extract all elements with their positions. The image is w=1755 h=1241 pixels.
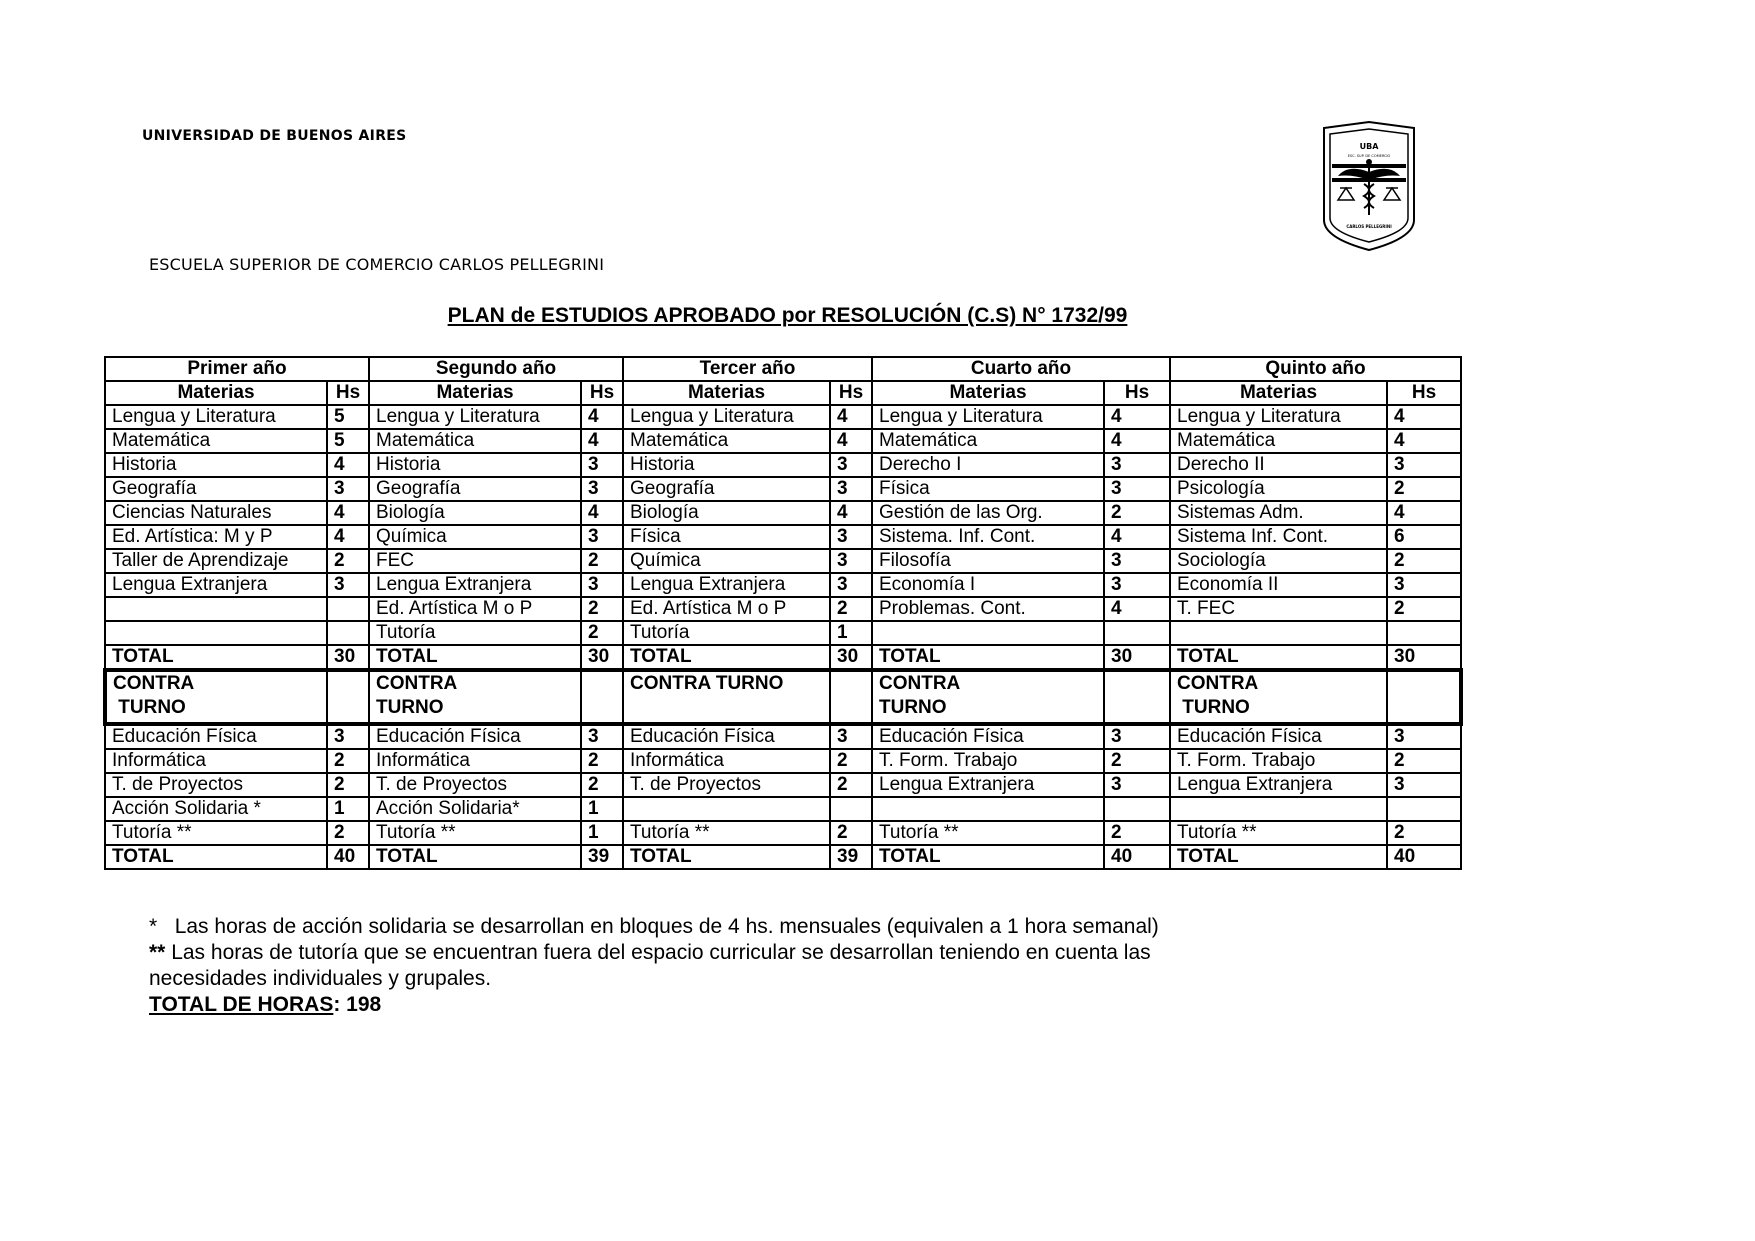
total-label-cell: TOTAL bbox=[623, 645, 830, 670]
footnote-mark: * bbox=[149, 915, 158, 938]
hours-cell: 3 bbox=[1104, 573, 1170, 597]
hours-cell: 2 bbox=[327, 549, 369, 573]
hours-cell: 3 bbox=[1387, 724, 1461, 749]
hours-cell: 2 bbox=[1104, 749, 1170, 773]
subject-cell: Química bbox=[369, 525, 581, 549]
hours-cell: 4 bbox=[1387, 405, 1461, 429]
subject-cell: Ed. Artística M o P bbox=[369, 597, 581, 621]
subject-cell: Informática bbox=[369, 749, 581, 773]
subject-cell: Lengua Extranjera bbox=[872, 773, 1104, 797]
subject-cell: Sistema Inf. Cont. bbox=[1170, 525, 1387, 549]
subject-cell: Geografía bbox=[105, 477, 327, 501]
hours-cell: 2 bbox=[830, 749, 872, 773]
hours-cell: 3 bbox=[830, 453, 872, 477]
total-hours-cell: 30 bbox=[327, 645, 369, 670]
subject-row bbox=[105, 477, 1461, 501]
subject-row bbox=[105, 621, 1461, 645]
contra-turno-row bbox=[105, 670, 1461, 724]
subject-cell: Matemática bbox=[872, 429, 1104, 453]
subject-cell: Tutoría bbox=[369, 621, 581, 645]
total-hours-cell: 39 bbox=[830, 845, 872, 869]
footnote-mark: ** bbox=[149, 941, 166, 964]
subject-cell: Historia bbox=[369, 453, 581, 477]
hours-cell bbox=[1104, 621, 1170, 645]
total-hours-cell: 40 bbox=[327, 845, 369, 869]
subject-cell: Educación Física bbox=[872, 724, 1104, 749]
logo-text-bottom: CARLOS PELLEGRINI bbox=[1346, 224, 1392, 229]
subject-cell: Educación Física bbox=[1170, 724, 1387, 749]
contra-turno-subject-row bbox=[105, 724, 1461, 749]
hours-cell: 2 bbox=[1387, 749, 1461, 773]
footnote-solidaria bbox=[149, 914, 1159, 940]
subject-column-header: Materias bbox=[369, 381, 581, 405]
hours-cell: 4 bbox=[1104, 429, 1170, 453]
hours-cell: 2 bbox=[581, 621, 623, 645]
hours-cell: 3 bbox=[1104, 724, 1170, 749]
school-name: ESCUELA SUPERIOR DE COMERCIO CARLOS PELLEGRINI bbox=[149, 255, 605, 274]
subject-cell: Lengua y Literatura bbox=[872, 405, 1104, 429]
subject-cell: Tutoría ** bbox=[872, 821, 1104, 845]
subject-cell: Lengua Extranjera bbox=[105, 573, 327, 597]
subject-row bbox=[105, 453, 1461, 477]
subject-cell: Ed. Artística M o P bbox=[623, 597, 830, 621]
subject-cell: Lengua y Literatura bbox=[369, 405, 581, 429]
subject-cell: Historia bbox=[105, 453, 327, 477]
hours-cell: 2 bbox=[581, 597, 623, 621]
hours-column-header: Hs bbox=[1387, 381, 1461, 405]
subject-cell: Derecho II bbox=[1170, 453, 1387, 477]
hours-cell: 3 bbox=[327, 724, 369, 749]
hours-cell: 2 bbox=[1104, 501, 1170, 525]
subject-cell: Lengua y Literatura bbox=[1170, 405, 1387, 429]
subject-cell bbox=[872, 797, 1104, 821]
contra-turno-subject-row bbox=[105, 773, 1461, 797]
hours-cell: 4 bbox=[1104, 597, 1170, 621]
hours-cell: 4 bbox=[830, 429, 872, 453]
subject-row bbox=[105, 597, 1461, 621]
footnote-text: Las horas de tutoría que se encuentran fuera del espacio curricular se desarrollan teniendo en cuenta las bbox=[171, 941, 1151, 964]
hours-cell: 4 bbox=[581, 501, 623, 525]
subject-cell: Economía I bbox=[872, 573, 1104, 597]
subject-cell: Matemática bbox=[623, 429, 830, 453]
subject-cell: Lengua Extranjera bbox=[623, 573, 830, 597]
total-label-cell: TOTAL bbox=[1170, 845, 1387, 869]
subject-cell: Física bbox=[623, 525, 830, 549]
year-header: Tercer año bbox=[623, 357, 872, 381]
subject-cell: Acción Solidaria* bbox=[369, 797, 581, 821]
hours-cell: 3 bbox=[327, 477, 369, 501]
hours-cell bbox=[1104, 797, 1170, 821]
school-logo-crest-icon bbox=[1318, 120, 1420, 252]
subject-row bbox=[105, 405, 1461, 429]
subject-cell: Química bbox=[623, 549, 830, 573]
contra-turno-label: CONTRA TURNO bbox=[872, 670, 1104, 724]
hours-cell: 2 bbox=[581, 773, 623, 797]
hours-cell: 4 bbox=[327, 453, 369, 477]
hours-cell bbox=[1387, 621, 1461, 645]
hours-cell: 3 bbox=[1387, 573, 1461, 597]
footnote-text: Las horas de acción solidaria se desarrollan en bloques de 4 hs. mensuales (equivalen a 1 hora semanal) bbox=[174, 915, 1159, 938]
hours-cell: 1 bbox=[327, 797, 369, 821]
subject-cell: Lengua Extranjera bbox=[1170, 773, 1387, 797]
subject-column-header: Materias bbox=[105, 381, 327, 405]
subject-cell: T. Form. Trabajo bbox=[1170, 749, 1387, 773]
hours-column-header: Hs bbox=[830, 381, 872, 405]
contra-turno-subject-row bbox=[105, 821, 1461, 845]
subject-cell: Informática bbox=[623, 749, 830, 773]
subject-cell: Economía II bbox=[1170, 573, 1387, 597]
subject-cell: Lengua Extranjera bbox=[369, 573, 581, 597]
hours-cell bbox=[830, 797, 872, 821]
subject-cell: Tutoría ** bbox=[105, 821, 327, 845]
contra-turno-empty bbox=[830, 670, 872, 724]
hours-cell: 2 bbox=[1387, 821, 1461, 845]
hours-cell bbox=[327, 621, 369, 645]
subject-cell: Geografía bbox=[623, 477, 830, 501]
contra-turno-empty bbox=[327, 670, 369, 724]
contra-turno-total-row bbox=[105, 845, 1461, 869]
hours-cell: 2 bbox=[1387, 477, 1461, 501]
hours-cell: 3 bbox=[581, 525, 623, 549]
hours-cell: 5 bbox=[327, 429, 369, 453]
contra-turno-empty bbox=[1104, 670, 1170, 724]
hours-cell: 4 bbox=[1387, 429, 1461, 453]
subject-cell bbox=[623, 797, 830, 821]
hours-cell: 3 bbox=[581, 477, 623, 501]
column-header-row bbox=[105, 381, 1461, 405]
subject-cell: Derecho I bbox=[872, 453, 1104, 477]
subject-cell: Matemática bbox=[105, 429, 327, 453]
logo-text-top: UBA bbox=[1359, 142, 1379, 151]
subject-cell: Problemas. Cont. bbox=[872, 597, 1104, 621]
subject-cell bbox=[105, 597, 327, 621]
hours-cell: 3 bbox=[1104, 549, 1170, 573]
contra-turno-subject-row bbox=[105, 749, 1461, 773]
subject-cell: Biología bbox=[623, 501, 830, 525]
subject-cell: FEC bbox=[369, 549, 581, 573]
total-label-cell: TOTAL bbox=[872, 845, 1104, 869]
total-label-cell: TOTAL bbox=[623, 845, 830, 869]
year-header: Quinto año bbox=[1170, 357, 1461, 381]
total-hours bbox=[149, 992, 1159, 1018]
contra-turno-label: CONTRA TURNO bbox=[623, 670, 830, 724]
hours-cell: 1 bbox=[581, 821, 623, 845]
hours-cell bbox=[1387, 797, 1461, 821]
footnote-tutoria bbox=[149, 940, 1159, 966]
subject-cell bbox=[105, 621, 327, 645]
hours-column-header: Hs bbox=[327, 381, 369, 405]
hours-cell: 3 bbox=[581, 724, 623, 749]
year-header-row bbox=[105, 357, 1461, 381]
subject-cell: Taller de Aprendizaje bbox=[105, 549, 327, 573]
subject-cell: T. de Proyectos bbox=[623, 773, 830, 797]
footnote-tutoria-cont: necesidades individuales y grupales. bbox=[149, 967, 492, 990]
study-plan-table bbox=[103, 356, 1463, 870]
contra-turno-subject-row bbox=[105, 797, 1461, 821]
total-hours-cell: 30 bbox=[1387, 645, 1461, 670]
hours-cell: 2 bbox=[581, 749, 623, 773]
hours-cell: 4 bbox=[581, 429, 623, 453]
subject-cell: Geografía bbox=[369, 477, 581, 501]
subject-row bbox=[105, 525, 1461, 549]
subject-cell: Tutoría bbox=[623, 621, 830, 645]
subject-cell: Sistemas Adm. bbox=[1170, 501, 1387, 525]
subject-cell: Tutoría ** bbox=[369, 821, 581, 845]
hours-cell: 2 bbox=[581, 549, 623, 573]
hours-cell: 3 bbox=[1104, 773, 1170, 797]
total-hours-cell: 30 bbox=[581, 645, 623, 670]
total-hours-value: : 198 bbox=[333, 993, 382, 1016]
hours-cell: 2 bbox=[830, 597, 872, 621]
hours-cell: 1 bbox=[581, 797, 623, 821]
year-header: Segundo año bbox=[369, 357, 623, 381]
subject-row bbox=[105, 429, 1461, 453]
subject-cell: Sistema. Inf. Cont. bbox=[872, 525, 1104, 549]
subject-cell: Biología bbox=[369, 501, 581, 525]
hours-cell: 3 bbox=[1104, 477, 1170, 501]
subject-cell: Educación Física bbox=[105, 724, 327, 749]
total-label-cell: TOTAL bbox=[1170, 645, 1387, 670]
hours-cell: 2 bbox=[327, 773, 369, 797]
subject-row bbox=[105, 573, 1461, 597]
hours-cell: 5 bbox=[327, 405, 369, 429]
hours-cell: 3 bbox=[1387, 453, 1461, 477]
hours-cell: 3 bbox=[830, 724, 872, 749]
subject-column-header: Materias bbox=[623, 381, 830, 405]
subject-cell: Gestión de las Org. bbox=[872, 501, 1104, 525]
total-label-cell: TOTAL bbox=[369, 645, 581, 670]
subject-column-header: Materias bbox=[1170, 381, 1387, 405]
subject-cell: T. de Proyectos bbox=[369, 773, 581, 797]
subject-cell: T. FEC bbox=[1170, 597, 1387, 621]
subject-cell bbox=[1170, 621, 1387, 645]
subject-row bbox=[105, 549, 1461, 573]
hours-column-header: Hs bbox=[581, 381, 623, 405]
subject-cell: Acción Solidaria * bbox=[105, 797, 327, 821]
contra-turno-label: CONTRA TURNO bbox=[369, 670, 581, 724]
subject-cell: T. de Proyectos bbox=[105, 773, 327, 797]
hours-cell: 2 bbox=[327, 749, 369, 773]
total-hours-label: TOTAL DE HORAS bbox=[149, 993, 334, 1016]
subject-cell: Historia bbox=[623, 453, 830, 477]
hours-cell: 4 bbox=[1104, 525, 1170, 549]
total-hours-cell: 39 bbox=[581, 845, 623, 869]
logo-text-sub: ESC. SUP. DE COMERCIO bbox=[1347, 154, 1391, 158]
hours-cell bbox=[327, 597, 369, 621]
hours-cell: 2 bbox=[830, 821, 872, 845]
hours-cell: 3 bbox=[1104, 453, 1170, 477]
hours-cell: 3 bbox=[830, 549, 872, 573]
total-hours-cell: 30 bbox=[830, 645, 872, 670]
hours-cell: 3 bbox=[830, 477, 872, 501]
hours-cell: 4 bbox=[830, 405, 872, 429]
hours-cell: 6 bbox=[1387, 525, 1461, 549]
contra-turno-label: CONTRA TURNO bbox=[1170, 670, 1387, 724]
hours-cell: 2 bbox=[830, 773, 872, 797]
hours-cell: 4 bbox=[327, 501, 369, 525]
subject-cell: Lengua y Literatura bbox=[623, 405, 830, 429]
total-label-cell: TOTAL bbox=[369, 845, 581, 869]
subject-cell: Psicología bbox=[1170, 477, 1387, 501]
total-hours-cell: 40 bbox=[1387, 845, 1461, 869]
subject-cell bbox=[872, 621, 1104, 645]
hours-cell: 3 bbox=[830, 573, 872, 597]
hours-column-header: Hs bbox=[1104, 381, 1170, 405]
subject-cell: Informática bbox=[105, 749, 327, 773]
hours-cell: 1 bbox=[830, 621, 872, 645]
subject-cell: Filosofía bbox=[872, 549, 1104, 573]
subject-cell: Ed. Artística: M y P bbox=[105, 525, 327, 549]
subject-cell: Educación Física bbox=[623, 724, 830, 749]
subject-cell: Física bbox=[872, 477, 1104, 501]
total-label-cell: TOTAL bbox=[105, 645, 327, 670]
hours-cell: 3 bbox=[581, 573, 623, 597]
total-hours-cell: 40 bbox=[1104, 845, 1170, 869]
year-header: Cuarto año bbox=[872, 357, 1170, 381]
hours-cell: 2 bbox=[327, 821, 369, 845]
footnotes bbox=[149, 914, 1159, 1018]
hours-cell: 3 bbox=[830, 525, 872, 549]
hours-cell: 3 bbox=[327, 573, 369, 597]
subject-cell: Lengua y Literatura bbox=[105, 405, 327, 429]
contra-turno-empty bbox=[581, 670, 623, 724]
page-title: PLAN de ESTUDIOS APROBADO por RESOLUCIÓN (C.S) N° 1732/99 bbox=[447, 304, 1128, 327]
subject-cell: Sociología bbox=[1170, 549, 1387, 573]
subject-cell: Ciencias Naturales bbox=[105, 501, 327, 525]
hours-cell: 3 bbox=[1387, 773, 1461, 797]
hours-cell: 2 bbox=[1387, 549, 1461, 573]
hours-cell: 4 bbox=[1387, 501, 1461, 525]
contra-turno-empty bbox=[1387, 670, 1461, 724]
hours-cell: 2 bbox=[1104, 821, 1170, 845]
total-label-cell: TOTAL bbox=[872, 645, 1104, 670]
hours-cell: 4 bbox=[1104, 405, 1170, 429]
hours-cell: 4 bbox=[327, 525, 369, 549]
subject-row bbox=[105, 501, 1461, 525]
total-hours-cell: 30 bbox=[1104, 645, 1170, 670]
subject-cell: T. Form. Trabajo bbox=[872, 749, 1104, 773]
total-row bbox=[105, 645, 1461, 670]
hours-cell: 4 bbox=[581, 405, 623, 429]
subject-cell: Matemática bbox=[369, 429, 581, 453]
year-header: Primer año bbox=[105, 357, 369, 381]
total-label-cell: TOTAL bbox=[105, 845, 327, 869]
hours-cell: 2 bbox=[1387, 597, 1461, 621]
subject-cell: Educación Física bbox=[369, 724, 581, 749]
subject-cell: Tutoría ** bbox=[1170, 821, 1387, 845]
subject-cell bbox=[1170, 797, 1387, 821]
subject-cell: Matemática bbox=[1170, 429, 1387, 453]
subject-cell: Tutoría ** bbox=[623, 821, 830, 845]
subject-column-header: Materias bbox=[872, 381, 1104, 405]
university-name: UNIVERSIDAD DE BUENOS AIRES bbox=[142, 128, 407, 144]
hours-cell: 3 bbox=[581, 453, 623, 477]
contra-turno-label: CONTRA TURNO bbox=[105, 670, 327, 724]
hours-cell: 4 bbox=[830, 501, 872, 525]
